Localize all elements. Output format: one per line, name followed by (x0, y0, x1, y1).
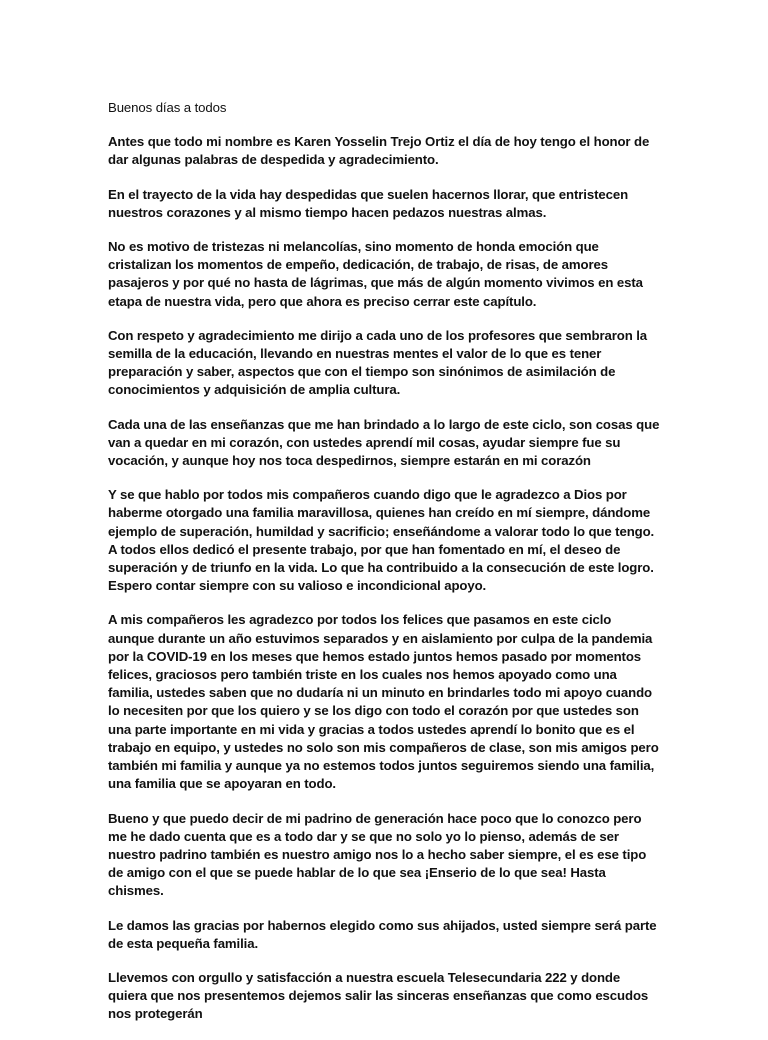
paragraph-thanks: Le damos las gracias por habernos elegido como sus ahijados, usted siempre será parte de esta pequeña familia. (108, 917, 657, 951)
paragraph-school: Llevemos con orgullo y satisfacción a nuestra escuela Telesecundaria 222 y donde quiera que nos presentemos dejemos salir las sinceras enseñanzas que como escudos nos protegerán (108, 969, 649, 1022)
paragraph-teachers: Con respeto y agradecimiento me dirijo a cada uno de los profesores que sembraron la semilla de la educación, llevando en nuestras mentes el valor de lo que es tener preparación y saber, aspectos que con el tiempo son sinónimos de asimilación de conocimientos y adquisición de amplia cultura. (108, 327, 648, 398)
paragraph-farewells: En el trayecto de la vida hay despedidas que suelen hacernos llorar, que entristecen nuestros corazones y al mismo tiempo hacen pedazos nuestras almas. (108, 186, 629, 220)
paragraph-intro: Antes que todo mi nombre es Karen Yosselin Trejo Ortiz el día de hoy tengo el honor de dar algunas palabras de despedida y agradecimiento. (108, 134, 650, 168)
document-body (108, 99, 660, 1040)
greeting: Buenos días a todos (108, 100, 227, 115)
paragraph-teachings: Cada una de las enseñanzas que me han brindado a lo largo de este ciclo, son cosas que van a quedar en mi corazón, con ustedes aprendí mil cosas, ayudar siempre fue su vocación, y aunque hoy nos toca despedirnos, siempre estarán en mi corazón (108, 416, 660, 469)
paragraph-emotion: No es motivo de tristezas ni melancolías, sino momento de honda emoción que cristalizan los momentos de empeño, dedicación, de trabajo, de risas, de amores pasajeros y por qué no hasta de lágrimas, que más de algún momento vivimos en esta etapa de nuestra vida, pero que ahora es preciso cerrar este capítulo. (108, 239, 643, 309)
paragraph-godfather: Bueno y que puedo decir de mi padrino de generación hace poco que lo conozco pero me he dado cuenta que es a todo dar y se que no solo yo lo pienso, además de ser nuestro padrino también es nuestro amigo nos lo a hecho saber siempre, el es ese tipo de amigo con el que se puede hablar de lo que sea ¡Enserio de lo que sea! Hasta chismes. (108, 810, 647, 899)
paragraph-family: Y se que hablo por todos mis compañeros cuando digo que le agradezco a Dios por haberme otorgado una familia maravillosa, quienes han creído en mí siempre, dándome ejemplo de superación, humildad y sacrificio; enseñándome a valorar todo lo que tengo. A todos ellos dedicó el presente trabajo, por que han fomentado en mí, el deseo de superación y de triunfo en la vida. Lo que ha contribuido a la consecución de este logro. Espero contar siempre con su valioso e incondicional apoyo. (108, 487, 655, 594)
paragraph-classmates: A mis compañeros les agradezco por todos los felices que pasamos en este ciclo aunque durante un año estuvimos separados y en aislamiento por culpa de la pandemia por la COVID-19 en los meses que hemos estado juntos hemos pasado por momentos felices, graciosos pero también triste en los cuales nos hemos apoyado como una familia, ustedes saben que no dudaría ni un minuto en brindarles todo mi apoyo cuando lo necesiten por que los quiero y se los digo con todo el corazón por que ustedes son una parte importante en mi vida y gracias a todos ustedes aprendí lo bonito que es el trabajo en equipo, y ustedes no solo son mis compañeros de clase, son mis amigos pero también mi familia y aunque ya no estemos todos juntos seguiremos siendo una familia, una familia que se apoyaran en todo. (108, 612, 659, 792)
